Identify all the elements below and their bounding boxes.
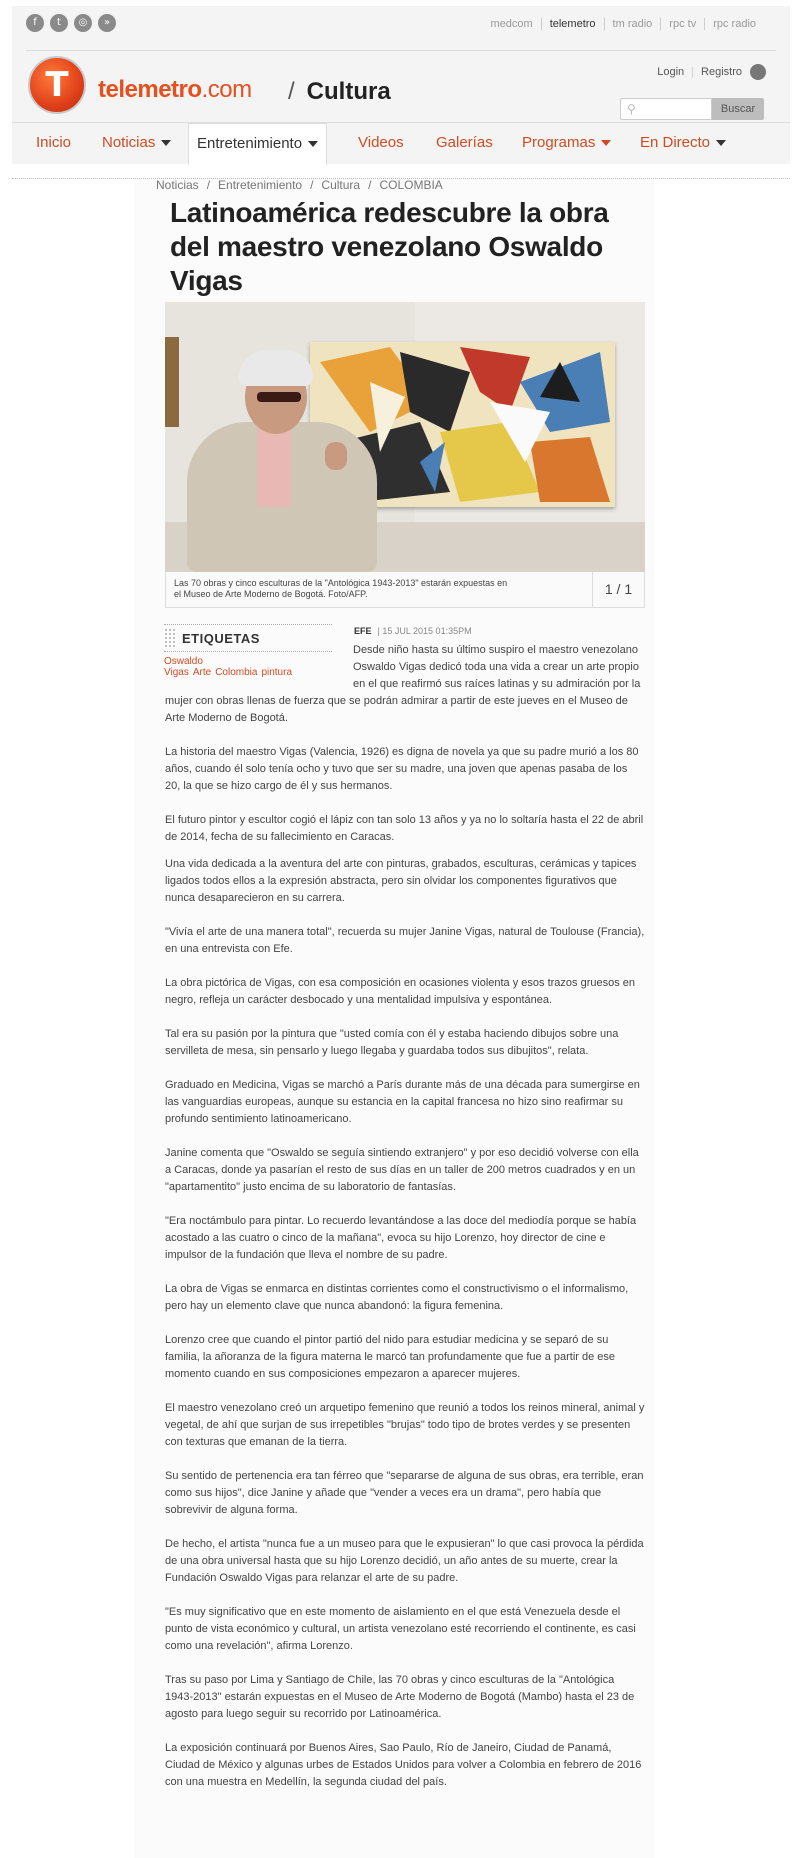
man-hair (239, 350, 313, 386)
twitter-icon[interactable]: t (50, 14, 68, 32)
search-icon: ⚲ (627, 102, 636, 116)
nav-item-entretenimiento[interactable] (188, 123, 327, 165)
caret-down-icon (308, 141, 318, 147)
nav-item-inicio[interactable] (36, 123, 71, 165)
nav-label: En Directo (640, 134, 711, 151)
caret-down-icon (161, 140, 171, 146)
breadcrumb-item[interactable]: Entretenimiento (218, 178, 303, 192)
social-links (26, 14, 116, 32)
site-link-medcom[interactable]: medcom (490, 18, 533, 30)
article-title: Latinoamérica redescubre la obra del maestro venezolano Oswaldo Vigas (170, 197, 609, 296)
breadcrumb-separator: / (206, 178, 211, 192)
man-hand (325, 442, 347, 470)
nav-label: Inicio (36, 134, 72, 151)
search-input[interactable] (620, 98, 712, 120)
main-nav (12, 122, 790, 164)
paragraph: "Vivía el arte de una manera total", recuerda su mujer Janine Vigas, natural de Toulouse (Francia), en una entrevista con Efe. (165, 926, 645, 955)
instagram-icon[interactable]: ◎ (74, 14, 92, 32)
photo-caption: Las 70 obras y cinco esculturas de la "Antológica 1943-2013" estarán expuestas en el Museo de Arte Moderno de Bogotá. Foto/AFP. (174, 578, 508, 599)
brand-domain: .com (201, 76, 252, 103)
tag-link[interactable]: Oswaldo Vigas (164, 656, 203, 678)
man-shirt (257, 427, 291, 507)
paragraph: Graduado en Medicina, Vigas se marchó a París durante más de una década para sumergirse en las vanguardias europeas, aunque su estancia en la capital francesa no hizo sino reafirmar su profundo sentimiento latinoamericano. (165, 1079, 640, 1125)
user-icon[interactable] (750, 64, 766, 80)
register-link[interactable]: Registro (701, 66, 742, 78)
paragraph: La obra pictórica de Vigas, con esa composición en ocasiones violenta y esos trazos gruesos en negro, refleja un carácter desbocado y una mentalidad impulsiva y espontánea. (165, 977, 636, 1006)
section-separator: / (288, 78, 295, 105)
breadcrumb-item[interactable]: Cultura (321, 178, 361, 192)
search-form (620, 98, 764, 120)
paragraph: Tal era su pasión por la pintura que "usted comía con él y estaba haciendo dibujos sobre una servilleta de mesa, sin pensarlo y luego llegaba y guardaba todos sus dibujitos", relata. (165, 1028, 619, 1057)
section-name: Cultura (306, 78, 391, 105)
telemetro-logo[interactable]: T (28, 56, 86, 114)
article-source: EFE (354, 626, 372, 636)
breadcrumb-item[interactable]: Noticias (156, 178, 199, 192)
paragraph: Lorenzo cree que cuando el pintor partió del nido para estudiar medicina y se separó de su familia, la añoranza de la figura materna le marcó tan profundamente que fue a partir de ese momento cuando en sus composiciones empezaron a aparecer mujeres. (165, 1334, 616, 1380)
nav-label: Videos (358, 134, 404, 151)
paragraph: Desde niño hasta su último suspiro el maestro venezolano Oswaldo Vigas dedicó toda una vida a crear un arte propio en el que reafirmó sus raíces latinas y su admiración por la mujer con obras llenas de fuerza que se podrán admirar a partir de este jueves en el Museo de Arte Moderno de Bogotá. (165, 644, 641, 724)
account-links (657, 64, 766, 80)
site-link-rpc-tv[interactable]: rpc tv (660, 18, 704, 30)
article-photo[interactable] (165, 302, 645, 572)
paragraph: De hecho, el artista "nunca fue a un museo para que le expusieran" lo que casi provoca la pérdida de una obra universal hasta que su hijo Lorenzo decidió, un año antes de su muerte, crear la Fundación Oswaldo Vigas para relanzar el arte de su padre. (165, 1538, 644, 1584)
nav-label: Entretenimiento (197, 135, 303, 152)
photo-caption-bar (165, 572, 645, 608)
header-divider (26, 50, 776, 51)
nav-label: Programas (522, 134, 596, 151)
nav-item-programas[interactable] (522, 123, 611, 165)
tag-link[interactable]: pintura (261, 667, 293, 678)
section-title (288, 78, 391, 106)
paragraph: La exposición continuará por Buenos Aires, Sao Paulo, Río de Janeiro, Ciudad de Panamá, Ciudad de México y algunas urbes de Estados Unidos para volver a Colombia en febrero de 2016 con una muestra en Medellín, la segunda ciudad del país. (165, 1742, 642, 1788)
nav-item-en-directo[interactable] (640, 123, 726, 165)
article-body (165, 636, 645, 1808)
paragraph: "Es muy significativo que en este momento de aislamiento en el que está Venezuela desde el punto de vista económico y cultural, un artista venezolano esté recorriendo el continente, es casi como una revelación", afirma Lorenzo. (165, 1606, 636, 1652)
account-separator: | (691, 66, 695, 78)
rss-icon[interactable]: » (98, 14, 116, 32)
nav-label: Galerías (436, 134, 493, 151)
paragraph: Una vida dedicada a la aventura del arte con pinturas, grabados, esculturas, cerámicas y tapices ligados todos ellos a la expresión abstracta, pero sin olvidar los componentes figurativos que nunca desaparecieron en su carrera. (165, 858, 637, 904)
paragraph: "Era noctámbulo para pintar. Lo recuerdo levantándose a las doce del mediodía porque se había acostado a las cuatro o cinco de la mañana", evoca su hijo Lorenzo, hoy director de cine e impulsor de la fundación que lleva el nombre de su padre. (165, 1215, 637, 1261)
caret-down-icon (716, 140, 726, 146)
site-link-telemetro[interactable]: telemetro (541, 18, 604, 30)
article-meta (354, 626, 472, 636)
nav-item-galerias[interactable] (436, 123, 493, 165)
breadcrumb-separator: / (368, 178, 372, 192)
breadcrumb (156, 178, 443, 192)
nav-label: Noticias (102, 134, 156, 151)
login-link[interactable]: Login (657, 66, 685, 78)
nav-item-videos[interactable] (358, 123, 404, 165)
paragraph: El maestro venezolano creó un arquetipo femenino que reunió a todos los reinos mineral, animal y vegetal, de ahí que surjan de sus irrepetibles "brujas" todo tipo de brotes verdes y se presenten con texturas que emanan de la tierra. (165, 1402, 645, 1448)
breadcrumb-separator: / (310, 178, 314, 192)
facebook-icon[interactable]: f (26, 14, 44, 32)
paragraph: El futuro pintor y escultor cogió el lápiz con tan solo 13 años y ya no lo soltaría hasta el 22 de abril de 2014, fecha de su fallecimiento en Caracas. (165, 814, 644, 843)
breadcrumb-item[interactable]: COLOMBIA (379, 178, 443, 192)
brand-name[interactable] (98, 76, 252, 104)
nav-item-noticias[interactable] (102, 123, 171, 165)
site-link-tm-radio[interactable]: tm radio (604, 18, 661, 30)
paragraph: La obra de Vigas se enmarca en distintas corrientes como el constructivismo o el informalismo, pero hay un elemento clave que nunca abandonó: la figura femenina. (165, 1283, 629, 1312)
brand-word: telemetro (98, 76, 202, 103)
paragraph: Su sentido de pertenencia era tan férreo que "separarse de alguna de sus obras, era terrible, eran como sus hijos", dice Janine y añade que "vender a veces era un drama", pero había que sobrevivir de alguna forma. (165, 1470, 644, 1516)
tag-link[interactable]: Colombia (215, 667, 258, 678)
paragraph: La historia del maestro Vigas (Valencia, 1926) es digna de novela ya que su padre murió a los 80 años, cuando él solo tenía ocho y tuvo que ser su madre, una joven que apenas pasaba de los 20, la que se hizo cargo de él y sus hermanos. (165, 746, 639, 792)
float-spacer (165, 636, 353, 686)
paragraph: Tras su paso por Lima y Santiago de Chile, las 70 obras y cinco esculturas de la "Antológica 1943-2013" estarán expuestas en el Museo de Arte Moderno de Bogotá (Mambo) hasta el 23 de agosto para luego seguir su recorrido por Latinoamérica. (165, 1674, 635, 1720)
photo-frame (165, 337, 179, 427)
man-glasses (257, 392, 301, 402)
network-sites (483, 18, 765, 30)
search-button[interactable]: Buscar (712, 98, 764, 120)
paragraph: Janine comenta que "Oswaldo se seguía sintiendo extranjero" y por eso decidió volverse con ella a Caracas, donde ya pasarían el resto de sus días en un taller de 200 metros cuadrados y en un "apartamentito" justo encima de su laboratorio de fantasías. (165, 1147, 639, 1193)
tags-title: ETIQUETAS (182, 631, 260, 646)
photo-counter: 1 / 1 (592, 572, 644, 607)
site-link-rpc-radio[interactable]: rpc radio (704, 18, 764, 30)
tag-link[interactable]: Arte (192, 667, 212, 678)
caret-down-icon (601, 140, 611, 146)
article-date: | 15 JUL 2015 01:35PM (377, 626, 472, 636)
